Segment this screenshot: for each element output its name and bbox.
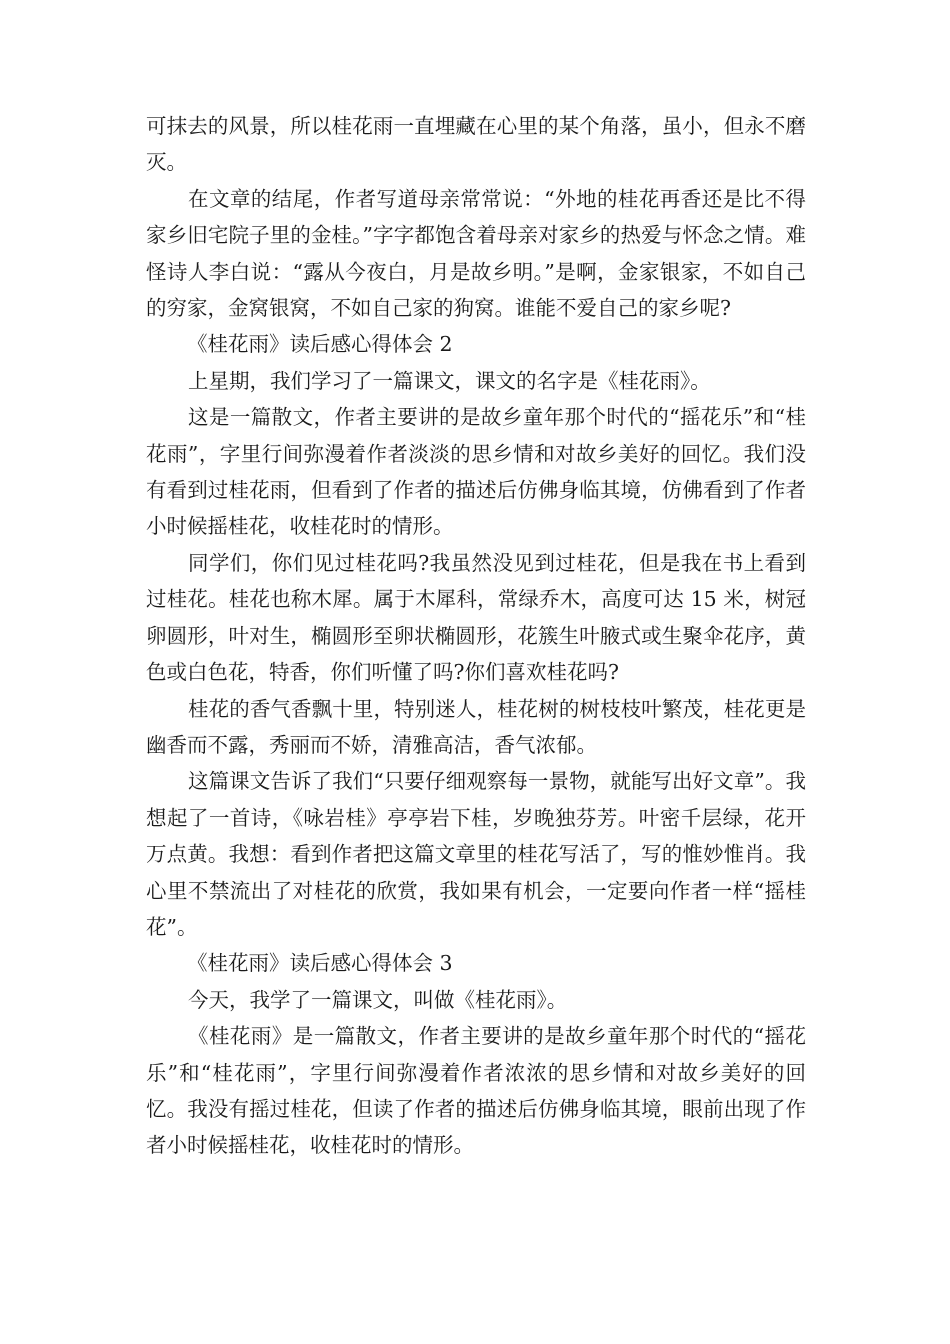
paragraph-summary-3: 《桂花雨》是一篇散文，作者主要讲的是故乡童年那个时代的“摇花乐”和“桂花雨”，字里行间弥漫着作者浓浓的思乡情和对故乡美好的回忆。我没有摇过桂花，但读了作者的描述后仿佛身临其境，眼前出现了作者小时候摇桂花，收桂花时的情形。	[146, 1024, 806, 1158]
paragraph-fragrance: 桂花的香气香飘十里，特别迷人，桂花树的树枝枝叶繁茂，桂花更是幽香而不露，秀丽而不娇，清雅高洁，香气浓郁。	[146, 696, 806, 757]
paragraph-continuation: 可抹去的风景，所以桂花雨一直埋藏在心里的某个角落，虽小，但永不磨灭。	[146, 114, 806, 175]
section-heading-2: 《桂花雨》读后感心得体会 2	[187, 332, 453, 357]
paragraph-osmanthus-description: 同学们，你们见过桂花吗?我虽然没见到过桂花，但是我在书上看到过桂花。桂花也称木犀。属于木犀科，常绿乔木，高度可达 15 米，树冠卵圆形，叶对生，椭圆形至卵状椭圆形，花簇生叶腋式或生聚伞花序，黄色或白色花，特香，你们听懂了吗?你们喜欢桂花吗?	[146, 550, 806, 685]
document-body	[146, 108, 806, 1164]
paragraph-ending-analysis: 在文章的结尾，作者写道母亲常常说：“外地的桂花再香还是比不得家乡旧宅院子里的金桂。”字字都饱含着母亲对家乡的热爱与怀念之情。难怪诗人李白说：“露从今夜白，月是故乡明。”是啊，金家银家，不如自己的穷家，金窝银窝，不如自己家的狗窝。谁能不爱自己的家乡呢?	[146, 186, 806, 321]
paragraph-summary-2: 这是一篇散文，作者主要讲的是故乡童年那个时代的“摇花乐”和“桂花雨”，字里行间弥漫着作者淡淡的思乡情和对故乡美好的回忆。我们没有看到过桂花雨，但看到了作者的描述后仿佛身临其境，仿佛看到了作者小时候摇桂花，收桂花时的情形。	[146, 405, 806, 539]
paragraph-intro-3: 今天，我学了一篇课文，叫做《桂花雨》。	[188, 987, 568, 1012]
paragraph-intro-2: 上星期，我们学习了一篇课文，课文的名字是《桂花雨》。	[188, 368, 711, 393]
section-heading-3: 《桂花雨》读后感心得体会 3	[187, 951, 453, 976]
paragraph-lesson: 这篇课文告诉了我们“只要仔细观察每一景物，就能写出好文章”。我想起了一首诗，《咏岩桂》亭亭岩下桂，岁晚独芬芳。叶密千层绿，花开万点黄。我想：看到作者把这篇文章里的桂花写活了，写的惟妙惟肖。我心里不禁流出了对桂花的欣赏，我如果有机会，一定要向作者一样“摇桂花”。	[146, 769, 806, 939]
